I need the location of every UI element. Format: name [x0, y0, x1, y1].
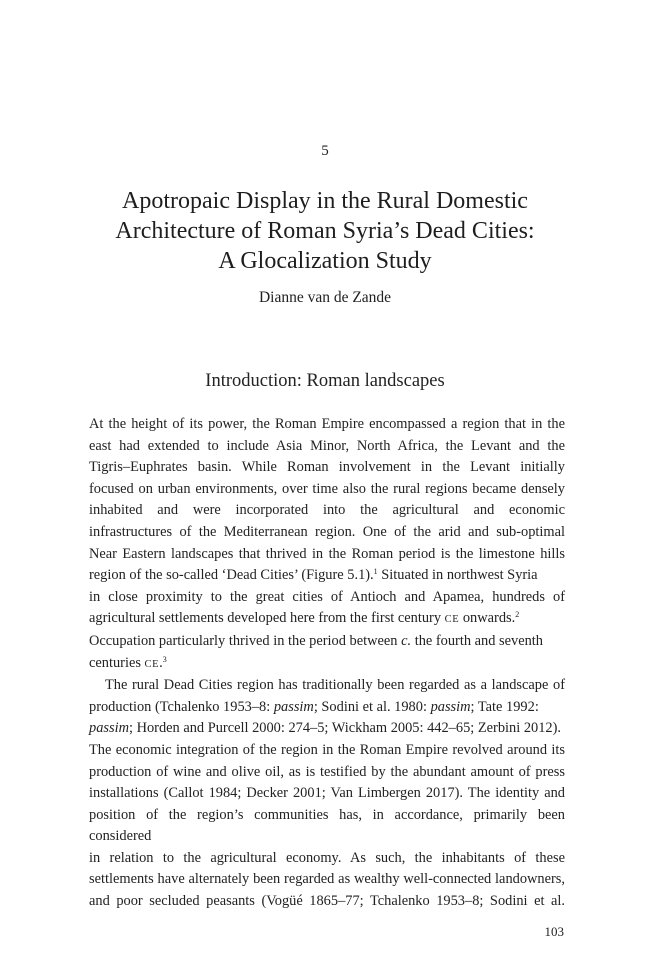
text-segment: ; Sodini et al. 1980: [313, 698, 431, 715]
text-line: infrastructures of the Mediterranean region. One of the arid and sub-optimal [89, 523, 565, 540]
footnote-ref: 2 [515, 610, 520, 620]
text-line: focused on urban environments, over time also the rural regions became densely [89, 480, 565, 497]
text-line: The economic integration of the region in the Roman Empire revolved around its [89, 741, 565, 758]
footnote-ref: 3 [162, 654, 167, 664]
text-line: in close proximity to the great cities of Antioch and Apamea, hundreds of [89, 588, 565, 605]
title-line: Architecture of Roman Syria’s Dead Cities: [115, 218, 535, 244]
text-segment: passim [89, 720, 129, 737]
text-line [89, 631, 565, 653]
text-line: and poor secluded peasants (Vogüé 1865–77; Tchalenko 1953–8; Sodini et al. [89, 893, 565, 910]
era-abbreviation: CE [144, 658, 160, 670]
text-line: production of wine and olive oil, as is testified by the abundant amount of press [89, 763, 565, 780]
text-line [89, 653, 565, 676]
text-line [89, 718, 565, 740]
body-text [89, 414, 565, 913]
text-segment: centuries [89, 654, 145, 671]
page-number: 103 [544, 924, 564, 939]
text-line [89, 608, 565, 631]
text-line: installations (Callot 1984; Decker 2001; Van Limbergen 2017). The identity and [89, 785, 565, 802]
text-segment: production (Tchalenko 1953–8: [89, 698, 274, 715]
text-segment: Occupation particularly thrived in the period between [89, 632, 402, 649]
text-segment: . [159, 654, 163, 671]
chapter-title [0, 186, 650, 276]
text-segment: passim [273, 698, 314, 715]
text-segment: ; Tate 1992: [470, 698, 539, 715]
text-line: inhabited and were incorporated into the agricultural and economic [89, 502, 565, 519]
text-line: Near Eastern landscapes that thrived in the Roman period is the limestone hills [89, 545, 565, 562]
text-line [89, 697, 565, 719]
text-segment: region of the so-called ‘Dead Cities’ (Figure 5.1). [89, 567, 374, 584]
section-heading: Introduction: Roman landscapes [205, 371, 445, 391]
text-segment: c. [401, 632, 412, 649]
text-line: position of the region’s communities has, in accordance, primarily been considered [89, 806, 565, 845]
text-segment: Situated in northwest Syria [381, 567, 538, 584]
chapter-number: 5 [321, 143, 329, 159]
text-segment: the fourth and seventh [411, 632, 543, 649]
text-segment: onwards. [459, 610, 516, 627]
footnote-ref: 1 [373, 567, 378, 577]
author-name: Dianne van de Zande [258, 289, 392, 306]
title-line: Apotropaic Display in the Rural Domestic [122, 188, 528, 214]
text-line: settlements have alternately been regarded as wealthy well-connected landowners, [89, 871, 565, 888]
text-line: The rural Dead Cities region has traditionally been regarded as a landscape of [105, 677, 565, 694]
title-line: A Glocalization Study [218, 248, 432, 274]
text-segment: passim [430, 698, 471, 715]
text-line: in relation to the agricultural economy. As such, the inhabitants of these [89, 849, 565, 866]
text-line [89, 565, 565, 587]
text-segment: agricultural settlements developed here from the first century [89, 610, 445, 627]
text-segment: ; Horden and Purcell 2000: 274–5; Wickham 2005: 442–65; Zerbini 2012). [128, 720, 561, 737]
text-line: At the height of its power, the Roman Empire encompassed a region that in the [89, 416, 565, 432]
text-line: Tigris–Euphrates basin. While Roman involvement in the Levant initially [89, 459, 565, 476]
text-line: east had extended to include Asia Minor, North Africa, the Levant and the [89, 437, 565, 454]
era-abbreviation: CE [444, 614, 460, 626]
